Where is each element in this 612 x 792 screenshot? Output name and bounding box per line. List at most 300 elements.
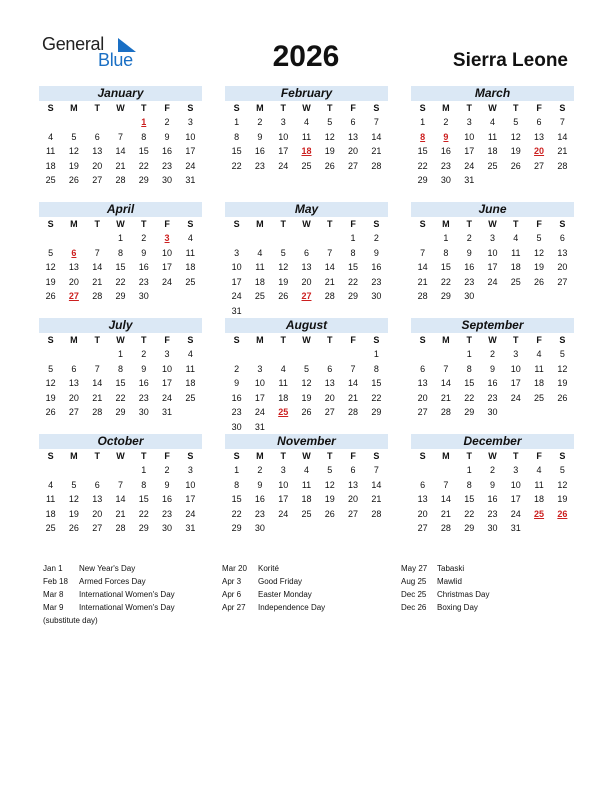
day-cell: 15 — [464, 494, 475, 504]
day-cell: 4 — [48, 131, 54, 142]
day-cell: 30 — [138, 291, 149, 301]
holiday-date: Jan 1 — [43, 564, 63, 573]
day-cell: 12 — [68, 494, 79, 504]
weekday-label: M — [442, 219, 450, 229]
day-cell: 29 — [417, 175, 428, 185]
day-cell: 23 — [254, 508, 265, 519]
holiday-date: Aug 25 — [401, 577, 427, 586]
day-cell: 19 — [278, 276, 289, 287]
day-cell: 2 — [164, 465, 170, 475]
day-cell: 10 — [510, 363, 521, 374]
logo-text-general: General — [42, 34, 104, 54]
day-cell: 10 — [487, 247, 498, 258]
day-cell: 8 — [234, 131, 240, 142]
day-cell: 23 — [138, 392, 149, 403]
day-cell: 24 — [278, 160, 289, 171]
weekday-label: S — [187, 103, 194, 113]
day-cell: 22 — [464, 392, 475, 403]
day-cell: 23 — [371, 276, 382, 287]
day-cell: 3 — [187, 465, 193, 475]
day-cell: 11 — [255, 262, 265, 272]
day-cell: 21 — [440, 508, 451, 519]
day-cell: 15 — [115, 378, 126, 388]
day-cell: 20 — [92, 160, 103, 171]
day-cell: 21 — [324, 276, 335, 287]
day-cell: 14 — [92, 262, 103, 272]
day-cell: 14 — [440, 378, 451, 388]
day-cell: 25 — [510, 276, 521, 287]
day-cell: 17 — [185, 146, 196, 156]
day-cell: 30 — [440, 175, 451, 185]
day-cell: 20 — [324, 392, 335, 403]
day-cell: 26 — [68, 523, 79, 533]
month-title: November — [225, 434, 388, 449]
holiday-entry — [401, 575, 489, 588]
holiday-day-cell: 8 — [420, 131, 426, 142]
holiday-name: Good Friday — [258, 577, 303, 586]
day-cell: 29 — [231, 523, 242, 533]
day-cell: 12 — [278, 262, 289, 272]
weekday-label: S — [187, 451, 194, 461]
day-cell: 28 — [348, 407, 359, 417]
day-cell: 22 — [231, 160, 242, 171]
day-cell: 8 — [466, 363, 472, 374]
weekday-label: T — [280, 219, 286, 229]
day-cell: 26 — [324, 508, 335, 519]
day-cell: 1 — [117, 349, 123, 359]
day-cell: 22 — [138, 160, 149, 171]
day-cell: 7 — [94, 363, 100, 374]
day-cell: 15 — [231, 146, 242, 156]
day-cell: 16 — [487, 378, 498, 388]
day-cell: 23 — [464, 276, 475, 287]
weekday-label: T — [141, 103, 147, 113]
day-cell: 20 — [68, 392, 79, 403]
holiday-column — [43, 562, 175, 627]
weekday-label: S — [373, 335, 380, 345]
day-cell: 2 — [373, 233, 379, 243]
weekday-label: S — [559, 451, 566, 461]
day-cell: 19 — [557, 494, 568, 504]
day-cell: 9 — [234, 378, 240, 388]
weekday-label: S — [373, 103, 380, 113]
weekday-label: W — [488, 219, 497, 229]
day-cell: 15 — [115, 262, 126, 272]
holiday-name: Independence Day — [258, 603, 326, 612]
day-cell: 19 — [324, 494, 335, 504]
month-title: May — [225, 202, 388, 217]
day-cell: 10 — [254, 378, 265, 388]
day-cell: 18 — [185, 378, 196, 388]
day-cell: 29 — [348, 291, 359, 301]
day-cell: 19 — [68, 160, 79, 171]
day-cell: 27 — [324, 407, 335, 417]
holiday-column — [222, 562, 325, 614]
day-cell: 1 — [443, 233, 449, 243]
day-cell: 15 — [440, 262, 451, 272]
holiday-date: Feb 18 — [43, 577, 68, 586]
day-cell: 6 — [350, 465, 356, 475]
day-cell: 6 — [559, 233, 565, 243]
weekday-label: T — [280, 103, 286, 113]
holiday-name: Tabaski — [437, 564, 465, 573]
day-cell: 14 — [557, 131, 568, 142]
day-cell: 3 — [280, 465, 286, 475]
day-cell: 1 — [141, 465, 147, 475]
day-cell: 28 — [371, 508, 382, 519]
holiday-entry — [43, 588, 175, 601]
day-cell: 13 — [68, 378, 79, 388]
empty-day-cell — [39, 463, 62, 478]
holiday-day-cell: 9 — [443, 131, 449, 142]
holiday-day-cell: 6 — [71, 247, 77, 258]
day-cell: 21 — [371, 494, 382, 504]
day-cell: 26 — [278, 291, 289, 301]
day-cell: 31 — [185, 175, 196, 185]
day-cell: 22 — [348, 276, 359, 287]
day-cell: 4 — [280, 363, 286, 374]
weekday-label: M — [442, 103, 450, 113]
day-cell: 10 — [278, 131, 289, 142]
day-cell: 8 — [443, 247, 449, 258]
day-cell: 14 — [440, 494, 451, 504]
day-cell: 25 — [185, 392, 196, 403]
day-cell: 14 — [115, 146, 126, 156]
day-cell: 8 — [234, 479, 240, 490]
day-cell: 4 — [536, 465, 542, 475]
holiday-day-cell: 26 — [557, 508, 568, 519]
holiday-name: International Women's Day — [79, 603, 175, 612]
day-cell: 17 — [510, 494, 521, 504]
day-cell: 23 — [162, 508, 173, 519]
day-cell: 17 — [231, 276, 242, 287]
holiday-name: Mawlid — [437, 577, 462, 586]
day-cell: 19 — [301, 392, 312, 403]
day-cell: 17 — [278, 146, 289, 156]
day-cell: 16 — [440, 146, 451, 156]
month-title: February — [225, 86, 388, 101]
day-cell: 1 — [350, 233, 356, 243]
day-cell: 12 — [68, 146, 79, 156]
empty-day-cell — [272, 347, 295, 362]
day-cell: 5 — [513, 117, 519, 127]
weekday-label: T — [513, 219, 519, 229]
day-cell: 7 — [350, 363, 356, 374]
weekday-label: S — [233, 335, 240, 345]
empty-day-cell — [411, 347, 434, 362]
day-cell: 6 — [327, 363, 333, 374]
day-cell: 21 — [557, 146, 568, 156]
day-cell: 1 — [466, 349, 472, 359]
day-cell: 23 — [231, 407, 242, 417]
day-cell: 30 — [231, 421, 242, 432]
day-cell: 5 — [280, 247, 286, 258]
day-cell: 15 — [138, 494, 149, 504]
holiday-day-cell: 18 — [301, 146, 312, 156]
day-cell: 9 — [373, 247, 379, 258]
day-cell: 1 — [373, 349, 379, 359]
day-cell: 20 — [417, 508, 428, 519]
month-day-grid — [411, 333, 574, 420]
weekday-label: T — [94, 451, 100, 461]
empty-day-cell — [86, 463, 109, 478]
weekday-label: T — [94, 103, 100, 113]
day-cell: 21 — [92, 276, 103, 287]
day-cell: 19 — [45, 392, 56, 403]
day-cell: 22 — [371, 392, 382, 403]
day-cell: 27 — [348, 160, 359, 171]
month-title: August — [225, 318, 388, 333]
day-cell: 13 — [301, 262, 312, 272]
day-cell: 4 — [303, 465, 309, 475]
day-cell: 5 — [71, 479, 77, 490]
holiday-day-cell: 27 — [301, 291, 312, 301]
month-november — [225, 434, 388, 536]
weekday-label: W — [488, 335, 497, 345]
day-cell: 25 — [45, 523, 56, 533]
empty-day-cell — [109, 115, 132, 130]
day-cell: 21 — [115, 508, 126, 519]
weekday-label: M — [70, 103, 78, 113]
day-cell: 5 — [559, 465, 565, 475]
day-cell: 28 — [92, 291, 103, 301]
day-cell: 5 — [559, 349, 565, 359]
day-cell: 7 — [373, 465, 379, 475]
weekday-label: M — [256, 103, 264, 113]
logo — [42, 34, 152, 74]
day-cell: 25 — [185, 276, 196, 287]
weekday-label: S — [233, 451, 240, 461]
day-cell: 26 — [324, 160, 335, 171]
day-cell: 24 — [185, 508, 196, 519]
day-cell: 29 — [138, 175, 149, 185]
day-cell: 31 — [185, 523, 196, 533]
day-cell: 13 — [348, 131, 359, 142]
day-cell: 17 — [464, 146, 475, 156]
day-cell: 3 — [257, 363, 263, 374]
weekday-label: T — [141, 219, 147, 229]
empty-day-cell — [295, 347, 318, 362]
day-cell: 13 — [417, 378, 428, 388]
weekday-label: F — [350, 335, 356, 345]
empty-day-cell — [248, 347, 271, 362]
day-cell: 7 — [117, 479, 123, 490]
weekday-label: S — [419, 451, 426, 461]
day-cell: 13 — [92, 494, 103, 504]
weekday-label: F — [350, 451, 356, 461]
day-cell: 6 — [420, 363, 426, 374]
day-cell: 12 — [45, 262, 56, 272]
day-cell: 5 — [48, 363, 54, 374]
day-cell: 27 — [557, 276, 568, 287]
month-day-grid — [225, 333, 388, 434]
holiday-entry — [222, 562, 325, 575]
holiday-entry — [222, 601, 325, 614]
day-cell: 20 — [301, 276, 312, 287]
day-cell: 22 — [115, 392, 126, 403]
day-cell: 28 — [92, 407, 103, 417]
holiday-date: Mar 8 — [43, 590, 64, 599]
day-cell: 22 — [115, 276, 126, 287]
empty-day-cell — [341, 347, 364, 362]
day-cell: 27 — [417, 523, 428, 533]
day-cell: 23 — [487, 508, 498, 519]
empty-day-cell — [62, 463, 85, 478]
month-september — [411, 318, 574, 420]
day-cell: 23 — [254, 160, 265, 171]
month-day-grid — [225, 101, 388, 173]
weekday-label: F — [536, 451, 542, 461]
day-cell: 24 — [185, 160, 196, 171]
weekday-label: S — [233, 219, 240, 229]
weekday-label: S — [187, 219, 194, 229]
weekday-label: F — [164, 103, 170, 113]
day-cell: 30 — [487, 407, 498, 417]
day-cell: 30 — [138, 407, 149, 417]
day-cell: 9 — [164, 131, 170, 142]
day-cell: 1 — [117, 233, 123, 243]
weekday-label: T — [466, 335, 472, 345]
day-cell: 28 — [115, 175, 126, 185]
month-day-grid — [411, 101, 574, 188]
day-cell: 19 — [534, 262, 545, 272]
day-cell: 25 — [534, 392, 545, 403]
day-cell: 8 — [466, 479, 472, 490]
weekday-label: T — [513, 103, 519, 113]
day-cell: 14 — [92, 378, 103, 388]
weekday-label: T — [466, 103, 472, 113]
day-cell: 2 — [234, 363, 240, 374]
day-cell: 26 — [301, 407, 312, 417]
weekday-label: M — [256, 335, 264, 345]
day-cell: 7 — [373, 117, 379, 127]
day-cell: 24 — [464, 160, 475, 171]
day-cell: 11 — [278, 378, 288, 388]
day-cell: 10 — [162, 247, 173, 258]
day-cell: 21 — [92, 392, 103, 403]
day-cell: 3 — [513, 349, 519, 359]
weekday-label: F — [536, 335, 542, 345]
holiday-date: Apr 3 — [222, 577, 242, 586]
day-cell: 7 — [420, 247, 426, 258]
empty-day-cell — [109, 463, 132, 478]
day-cell: 18 — [534, 494, 545, 504]
day-cell: 13 — [68, 262, 79, 272]
day-cell: 21 — [440, 392, 451, 403]
day-cell: 13 — [92, 146, 103, 156]
day-cell: 18 — [278, 392, 289, 403]
day-cell: 24 — [231, 291, 242, 301]
holiday-entry — [401, 588, 489, 601]
day-cell: 1 — [420, 117, 426, 127]
empty-day-cell — [39, 347, 62, 362]
day-cell: 12 — [510, 131, 521, 142]
day-cell: 9 — [489, 363, 495, 374]
holiday-name: New Year's Day — [79, 564, 136, 573]
weekday-label: F — [350, 103, 356, 113]
day-cell: 16 — [162, 494, 173, 504]
day-cell: 11 — [487, 131, 498, 142]
day-cell: 28 — [324, 291, 335, 301]
day-cell: 29 — [115, 291, 126, 301]
empty-day-cell — [39, 115, 62, 130]
day-cell: 5 — [71, 131, 77, 142]
empty-day-cell — [225, 231, 248, 246]
day-cell: 1 — [234, 465, 240, 475]
day-cell: 3 — [234, 247, 240, 258]
day-cell: 22 — [464, 508, 475, 519]
day-cell: 25 — [45, 175, 56, 185]
day-cell: 23 — [487, 392, 498, 403]
holiday-date: May 27 — [401, 564, 428, 573]
weekday-label: T — [280, 335, 286, 345]
day-cell: 3 — [187, 117, 193, 127]
month-title: September — [411, 318, 574, 333]
weekday-label: W — [116, 103, 125, 113]
day-cell: 28 — [440, 523, 451, 533]
day-cell: 5 — [303, 363, 309, 374]
day-cell: 30 — [254, 523, 265, 533]
day-cell: 4 — [48, 479, 54, 490]
holiday-date: Dec 25 — [401, 590, 427, 599]
day-cell: 16 — [254, 494, 265, 504]
empty-day-cell — [411, 231, 434, 246]
day-cell: 18 — [45, 160, 56, 171]
day-cell: 7 — [443, 363, 449, 374]
day-cell: 23 — [162, 160, 173, 171]
holiday-entry — [222, 575, 325, 588]
weekday-label: W — [488, 451, 497, 461]
holiday-day-cell: 20 — [534, 146, 545, 156]
weekday-label: F — [164, 335, 170, 345]
day-cell: 2 — [141, 233, 147, 243]
weekday-label: T — [141, 451, 147, 461]
day-cell: 23 — [138, 276, 149, 287]
day-cell: 13 — [348, 479, 359, 490]
day-cell: 6 — [303, 247, 309, 258]
empty-day-cell — [248, 231, 271, 246]
day-cell: 5 — [48, 247, 54, 258]
day-cell: 12 — [557, 479, 568, 490]
day-cell: 23 — [440, 160, 451, 171]
day-cell: 2 — [257, 117, 263, 127]
day-cell: 21 — [417, 276, 428, 287]
day-cell: 9 — [141, 363, 147, 374]
day-cell: 17 — [254, 392, 265, 403]
day-cell: 2 — [489, 349, 495, 359]
day-cell: 6 — [94, 131, 100, 142]
day-cell: 14 — [348, 378, 359, 388]
day-cell: 9 — [489, 479, 495, 490]
day-cell: 24 — [510, 508, 521, 519]
holiday-name: Easter Monday — [258, 590, 312, 599]
weekday-label: S — [373, 219, 380, 229]
day-cell: 24 — [162, 392, 173, 403]
weekday-label: W — [116, 335, 125, 345]
month-may — [225, 202, 388, 318]
day-cell: 18 — [487, 146, 498, 156]
day-cell: 15 — [417, 146, 428, 156]
month-title: March — [411, 86, 574, 101]
day-cell: 2 — [489, 465, 495, 475]
day-cell: 29 — [464, 407, 475, 417]
weekday-label: T — [466, 451, 472, 461]
day-cell: 15 — [348, 262, 359, 272]
day-cell: 10 — [185, 131, 196, 142]
weekday-label: T — [327, 451, 333, 461]
holiday-day-cell: 25 — [278, 407, 289, 417]
day-cell: 2 — [466, 233, 472, 243]
